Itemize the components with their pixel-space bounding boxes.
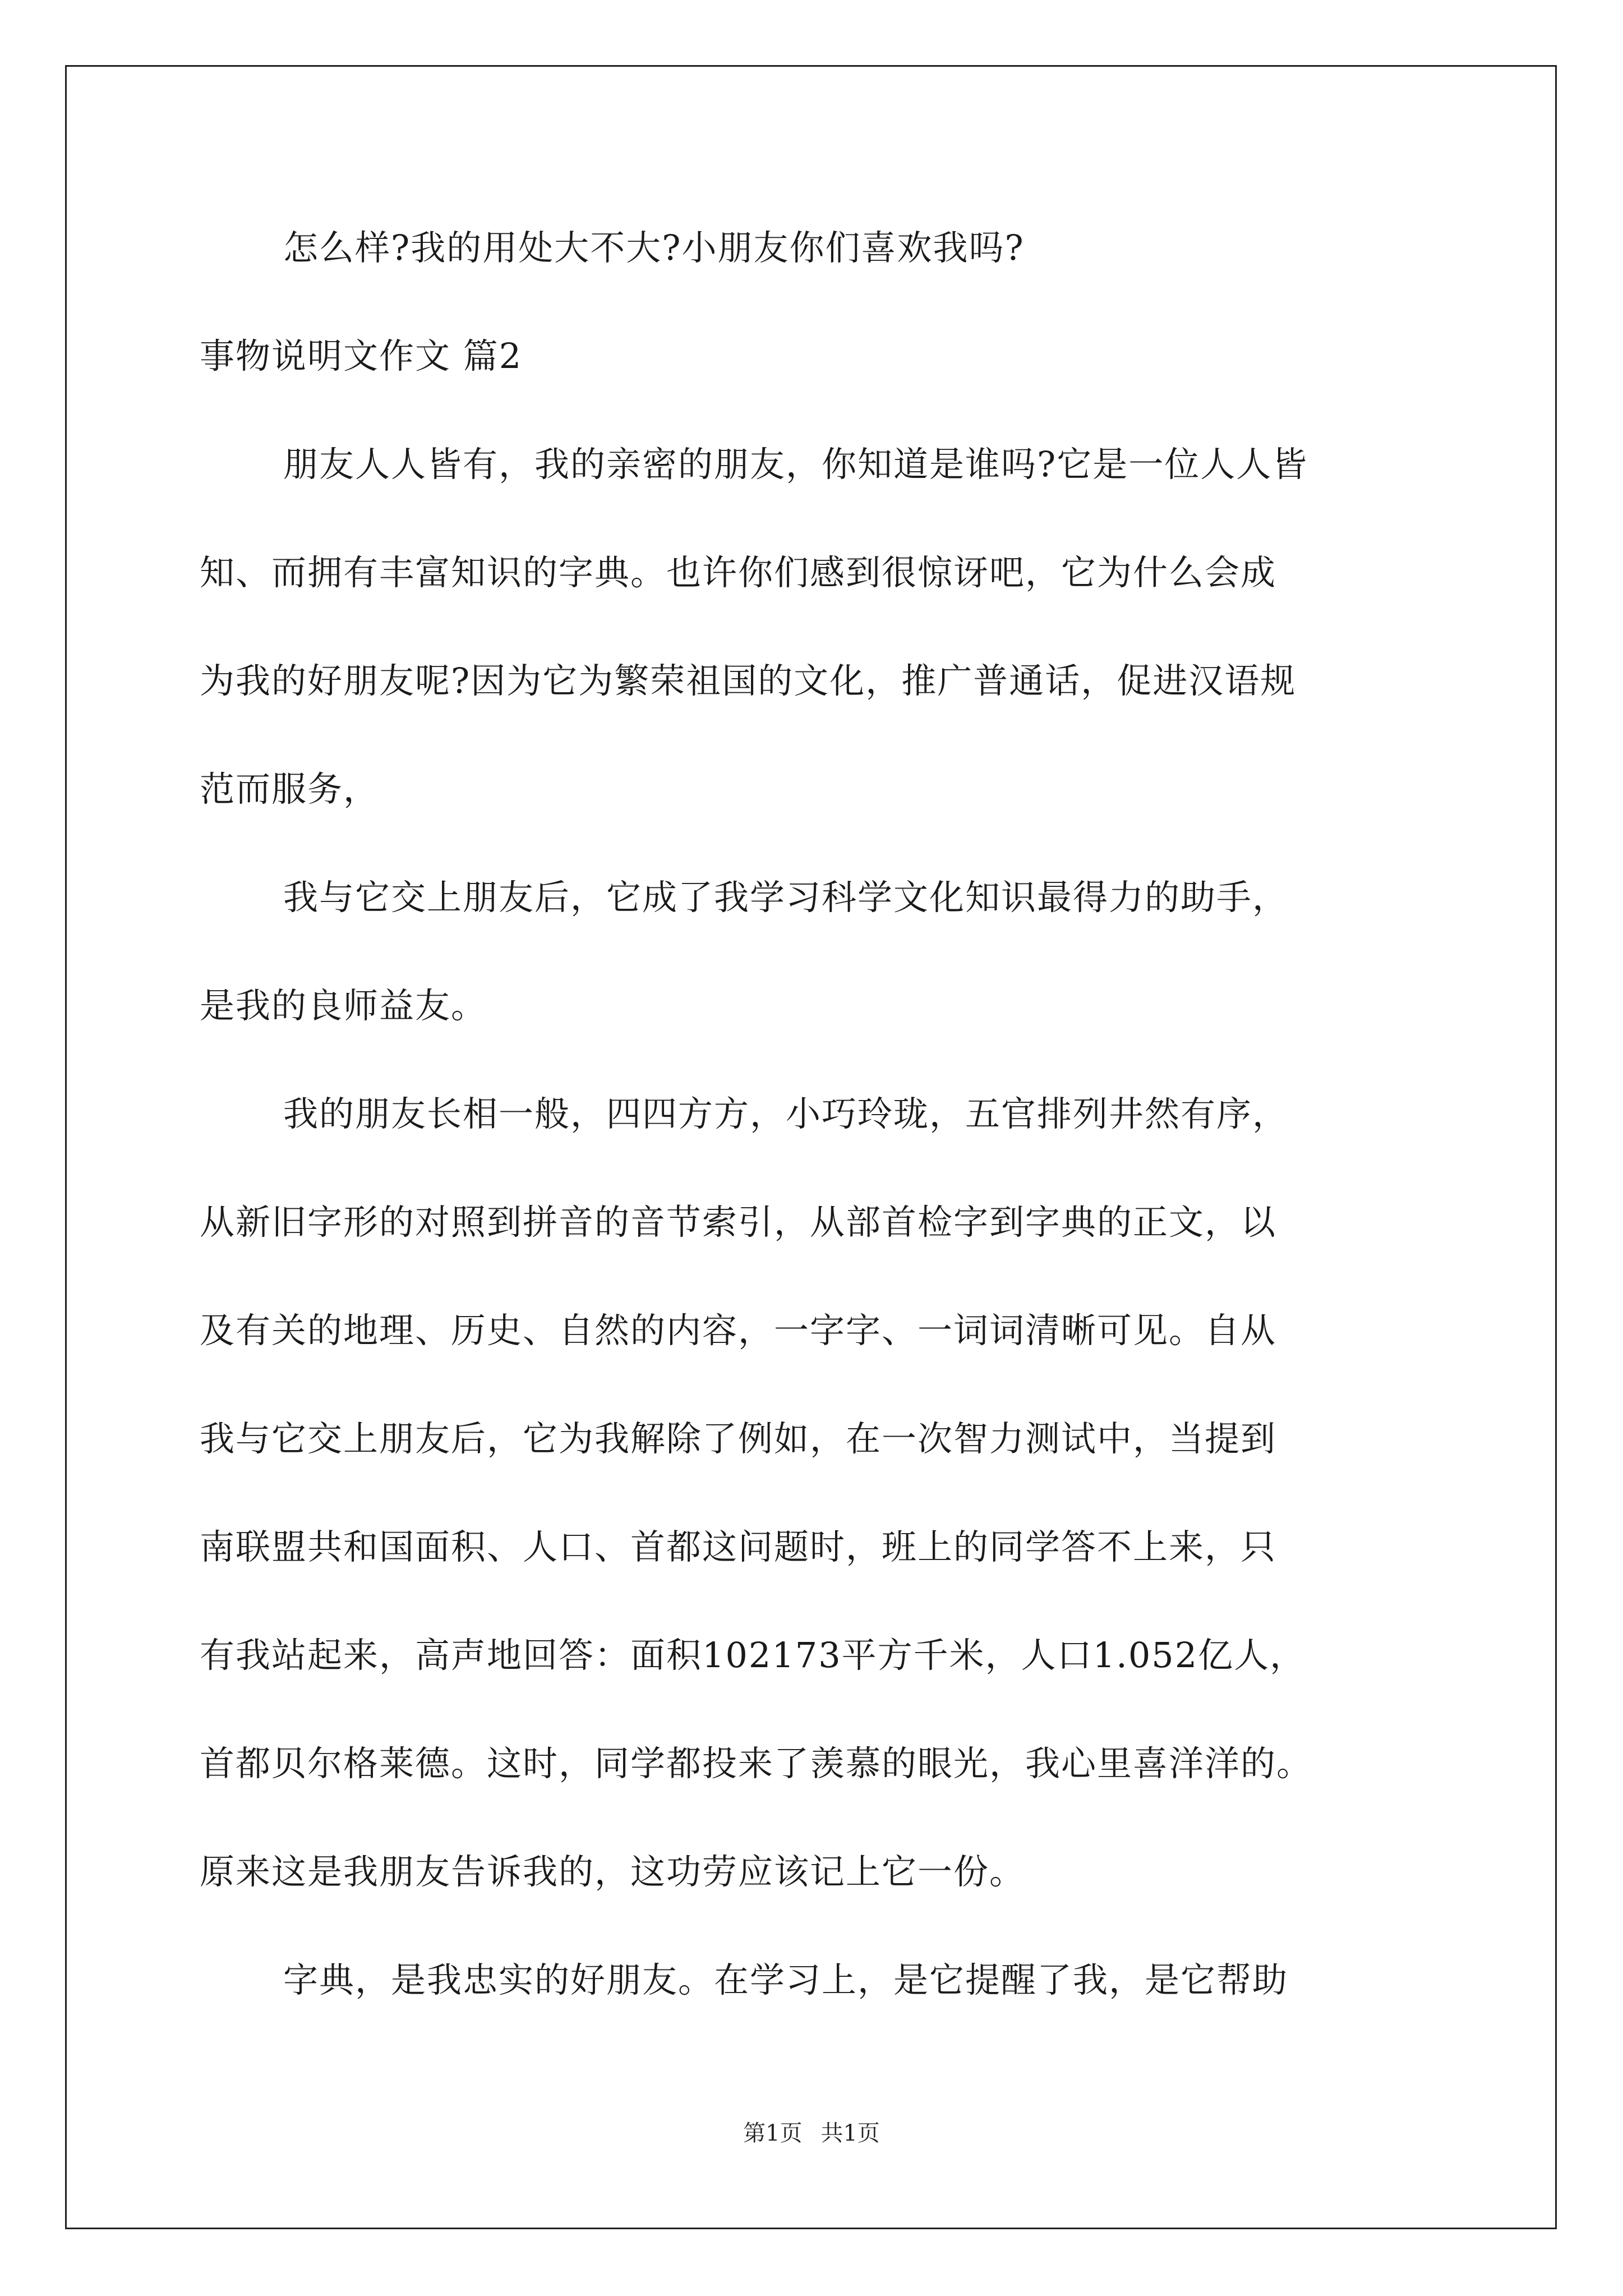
paragraph-line: 字典，是我忠实的好朋友。在学习上，是它提醒了我，是它帮助 (283, 1959, 1289, 2000)
paragraph-line: 知、而拥有丰富知识的字典。也许你们感到很惊讶吧，它为什么会成 (200, 552, 1277, 593)
paragraph-line: 为我的好朋友呢?因为它为繁荣祖国的文化，推广普通话，促进汉语规 (200, 660, 1297, 701)
paragraph-line: 范而服务， (200, 769, 380, 809)
section-heading: 事物说明文作文 篇2 (200, 335, 523, 376)
paragraph-line: 首都贝尔格莱德。这时，同学都投来了羡慕的眼光，我心里喜洋洋的。 (200, 1743, 1313, 1784)
paragraph-line: 从新旧字形的对照到拼音的音节索引，从部首检字到字典的正文，以 (200, 1202, 1277, 1243)
paragraph-line: 我的朋友长相一般，四四方方，小巧玲珑，五官排列井然有序， (283, 1093, 1289, 1134)
paragraph-line: 南联盟共和国面积、人口、首都这问题时，班上的同学答不上来，只 (200, 1526, 1277, 1567)
paragraph-line: 及有关的地理、历史、自然的内容，一字字、一词词清晰可见。自从 (200, 1310, 1277, 1351)
paragraph-line: 原来这是我朋友告诉我的，这功劳应该记上它一份。 (200, 1851, 1026, 1892)
page-number-footer: 第1页 共1页 (743, 2120, 880, 2146)
paragraph-line: 是我的良师益友。 (200, 985, 487, 1026)
paragraph-line: 有我站起来，高声地回答：面积102173平方千米，人口1.052亿人， (200, 1635, 1306, 1676)
paragraph-line: 我与它交上朋友后，它成了我学习科学文化知识最得力的助手， (283, 877, 1289, 918)
paragraph-line: 怎么样?我的用处大不大?小朋友你们喜欢我吗? (283, 227, 1025, 268)
paragraph-line: 朋友人人皆有，我的亲密的朋友，你知道是谁吗?它是一位人人皆 (283, 444, 1308, 485)
paragraph-line: 我与它交上朋友后，它为我解除了例如，在一次智力测试中，当提到 (200, 1418, 1277, 1459)
page-border (65, 65, 1557, 2229)
